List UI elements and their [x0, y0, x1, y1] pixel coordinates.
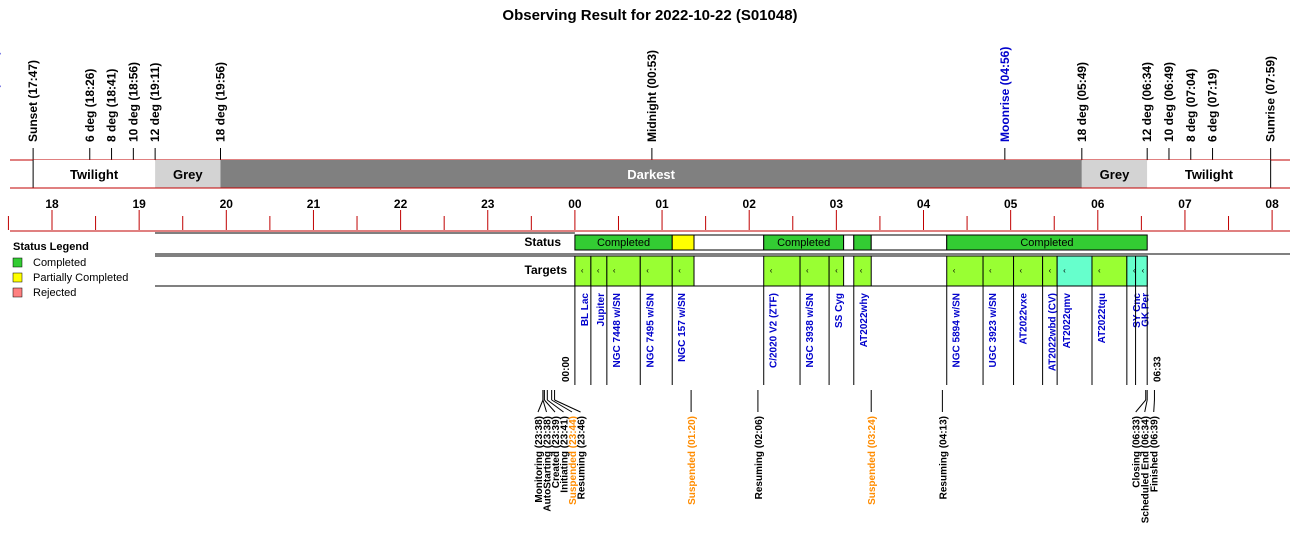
target-name: NGC 3938 w/SN: [805, 293, 817, 368]
target-mark-icon: ‹: [1019, 266, 1023, 275]
target-mark-icon: ‹: [612, 266, 616, 275]
hour-label: 07: [1178, 197, 1192, 211]
log-connector: [538, 400, 543, 412]
hour-label: 03: [829, 197, 844, 211]
event-label: 6 deg (18:26): [82, 68, 97, 142]
event-label: 6 deg (07:19): [1205, 68, 1220, 142]
hour-label: 05: [1003, 197, 1018, 211]
log-marker-label: Resuming (02:06): [753, 416, 765, 500]
log-marker-label: AutoStarting (23:38): [542, 416, 554, 512]
band-label: Twilight: [1184, 167, 1233, 182]
hour-label: 19: [132, 197, 146, 211]
log-marker-label: Suspended (01:20): [687, 416, 699, 505]
band-label: Grey: [172, 167, 203, 182]
log-connector: [1154, 400, 1155, 412]
target-name: NGC 7448 w/SN: [611, 293, 623, 368]
target-name: AT2022qmv: [1062, 293, 1074, 349]
hour-label: 02: [742, 197, 756, 211]
target-name: BL Lac: [579, 293, 591, 327]
target-name: SS Cyg: [834, 293, 846, 329]
hour-label: 22: [393, 197, 408, 211]
hour-label: 21: [306, 197, 321, 211]
log-connector: [1145, 400, 1147, 412]
targets-row-label: Targets: [524, 263, 567, 277]
legend-item-label: Completed: [33, 257, 87, 269]
event-label: 12 deg (19:11): [148, 62, 163, 142]
band-label: Twilight: [70, 167, 119, 182]
target-name: NGC 7495 w/SN: [645, 293, 657, 368]
log-marker-label: Closing (06:33): [1131, 416, 1143, 488]
target-mark-icon: ‹: [989, 266, 992, 275]
target-block: [1014, 256, 1043, 286]
event-markers: [0, 47, 1278, 160]
time-mark-label: 00:00: [560, 356, 572, 382]
hour-label: 23: [481, 197, 495, 211]
legend-swatch: [13, 288, 22, 297]
event-label: 18 deg (05:49): [1074, 61, 1089, 142]
status-block: [672, 235, 694, 250]
target-name: AT2022vxe: [1018, 293, 1030, 345]
log-connector: [1136, 400, 1146, 412]
target-mark-icon: ‹: [952, 266, 956, 275]
log-marker-label: Resuming (04:13): [938, 416, 950, 500]
hour-label: 08: [1265, 197, 1279, 211]
target-name: C/2020 V2 (ZTF): [768, 293, 780, 369]
log-marker-label: Initiating (23:41): [559, 416, 571, 493]
hour-label: 01: [655, 197, 669, 211]
status-row: [155, 233, 1290, 254]
target-mark-icon: ‹: [646, 266, 649, 275]
status-block-label: Completed: [1020, 237, 1074, 249]
event-label: Midnight (00:53): [644, 50, 659, 142]
hour-label: 06: [1091, 197, 1105, 211]
band-label: Grey: [1099, 167, 1130, 182]
target-mark-icon: ‹: [1132, 266, 1136, 275]
status-block: [844, 235, 854, 250]
target-mark-icon: ‹: [596, 266, 600, 275]
log-marker-label: Scheduled End (06:34): [1140, 416, 1152, 524]
hour-axis: [8, 197, 1290, 231]
page-title: Observing Result for 2022-10-22 (S01048): [502, 7, 798, 24]
log-marker-label: Resuming (23:46): [576, 416, 588, 500]
target-block: [640, 256, 672, 286]
target-mark-icon: ‹: [769, 266, 773, 275]
legend-swatch: [13, 273, 22, 282]
event-label: [0, 51, 1, 142]
target-name: NGC 157 w/SN: [677, 293, 689, 362]
target-name: GK Per: [1140, 293, 1152, 327]
log-marker-label: Suspended (03:24): [867, 416, 879, 505]
log-marker-label: Monitoring (23:38): [534, 416, 545, 503]
target-mark-icon: ‹: [678, 266, 681, 275]
targets-row: [155, 256, 1164, 385]
hour-label: 18: [45, 197, 59, 211]
log-marker-label: Suspended (23:44): [568, 416, 579, 505]
target-name: AT2022why: [858, 293, 870, 348]
event-label: 10 deg (18:56): [126, 61, 141, 142]
target-mark-icon: ‹: [1048, 266, 1052, 275]
twilight-bands: [10, 160, 1290, 188]
target-mark-icon: ‹: [835, 266, 838, 275]
event-label: 8 deg (07:04): [1183, 68, 1198, 142]
hour-label: 00: [568, 197, 582, 211]
band-label: Darkest: [627, 167, 676, 182]
target-block: [672, 256, 694, 286]
event-label: Sunrise (07:59): [1263, 55, 1278, 142]
log-marker-label: Created (23:39): [551, 416, 562, 489]
target-mark-icon: ‹: [1141, 266, 1145, 275]
target-name: AT2022wbd (CV): [1047, 293, 1059, 372]
status-block: [854, 235, 871, 250]
target-name: NGC 5894 w/SN: [951, 293, 963, 368]
legend-item-label: Rejected: [33, 287, 77, 299]
event-label: 8 deg (18:41): [104, 68, 119, 142]
target-mark-icon: ‹: [1097, 266, 1101, 275]
legend-swatch: [13, 258, 22, 267]
hour-label: 20: [219, 197, 233, 211]
event-label: 10 deg (06:49): [1161, 61, 1176, 142]
status-block-label: Completed: [596, 237, 651, 249]
target-mark-icon: ‹: [859, 266, 863, 275]
target-mark-icon: ‹: [580, 266, 584, 275]
target-mark-icon: ‹: [806, 266, 809, 275]
event-label: Moonrise (04:56): [997, 46, 1012, 142]
event-label: Sunset (17:47): [26, 59, 41, 142]
status-row-label: Status: [524, 235, 561, 249]
target-block: [854, 256, 871, 286]
log-connector: [555, 400, 581, 412]
status-block: [871, 235, 947, 250]
time-mark-label: 06:33: [1152, 356, 1164, 382]
log-markers: [534, 390, 1161, 523]
status-block: [694, 235, 764, 250]
log-marker-label: Finished (06:39): [1149, 416, 1161, 493]
event-label: 12 deg (06:34): [1140, 61, 1155, 142]
event-label: 18 deg (19:56): [213, 61, 228, 142]
target-block: [800, 256, 829, 286]
target-block: [983, 256, 1014, 286]
target-name: UGC 3923 w/SN: [988, 293, 1000, 368]
target-name: Jupiter: [595, 293, 607, 327]
hour-label: 04: [916, 197, 931, 211]
legend-title: Status Legend: [13, 241, 89, 253]
status-legend: [13, 241, 128, 299]
target-mark-icon: ‹: [1063, 266, 1066, 275]
status-block-label: Completed: [777, 237, 831, 249]
target-name: AT2022tqu: [1096, 293, 1108, 344]
legend-item-label: Partially Completed: [33, 272, 129, 284]
target-name: SY Cnc: [1131, 293, 1143, 328]
